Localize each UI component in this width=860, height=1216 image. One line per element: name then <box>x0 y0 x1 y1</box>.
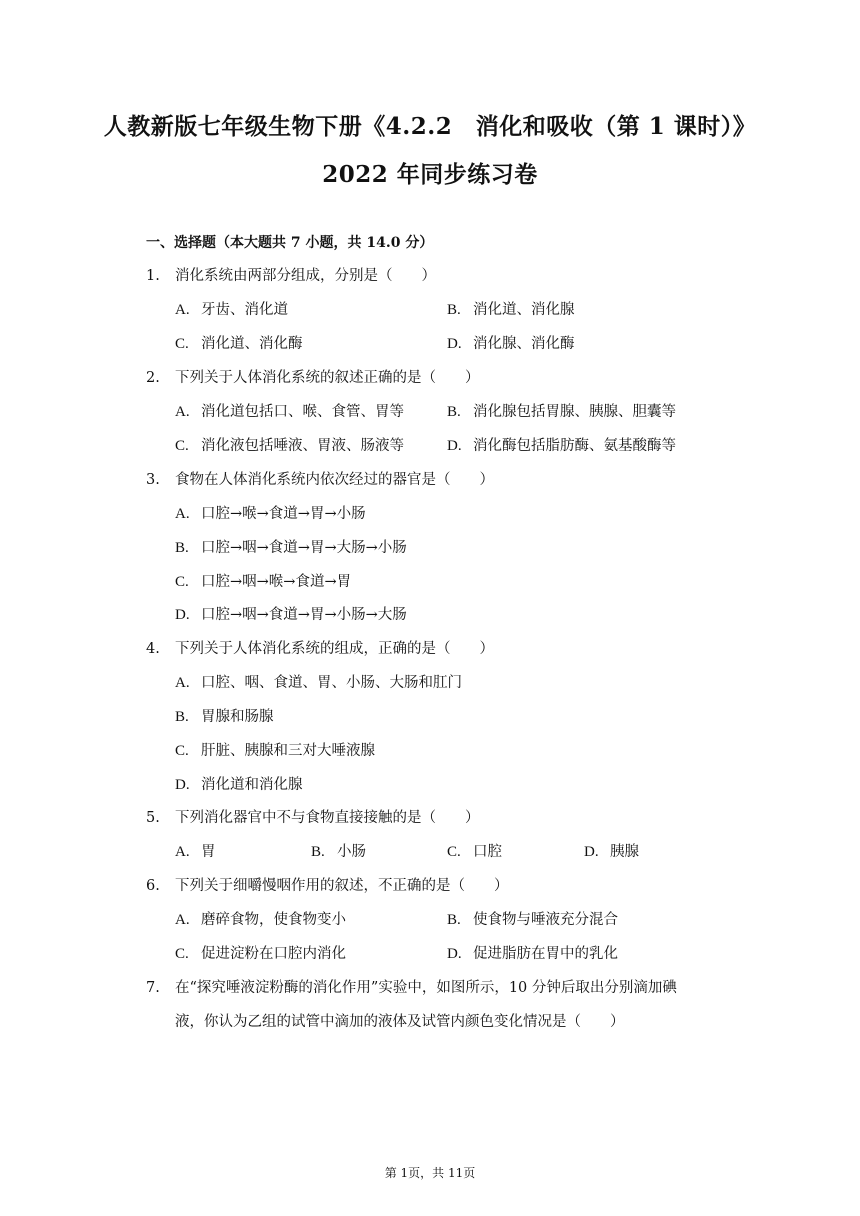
option-letter: A. <box>175 844 190 860</box>
question-number: 6. <box>146 878 160 894</box>
option-letter: A. <box>175 302 190 318</box>
option-letter: D. <box>447 438 462 454</box>
question-6 <box>146 874 509 895</box>
question-stem: 下列关于人体消化系统的组成，正确的是（ ） <box>175 641 494 657</box>
question-stem: 下列关于人体消化系统的叙述正确的是（ ） <box>175 370 480 386</box>
option-text: 消化道、消化腺 <box>473 302 575 318</box>
page-footer: 第 1页，共 11页 <box>384 1166 476 1180</box>
option-text: 胃腺和肠腺 <box>201 709 274 725</box>
option-a <box>175 671 462 692</box>
option-b <box>175 536 407 557</box>
option-text: 口腔→咽→喉→食道→胃 <box>201 574 352 590</box>
option-text: 小肠 <box>337 844 366 860</box>
option-letter: B. <box>447 302 461 318</box>
question-stem: 下列消化器官中不与食物直接接触的是（ ） <box>175 810 480 826</box>
option-text: 口腔→咽→食道→胃→大肠→小肠 <box>201 540 407 556</box>
question-number: 1. <box>146 268 160 284</box>
option-text: 消化道和消化腺 <box>201 777 303 793</box>
question-4 <box>146 637 494 658</box>
option-text: 促进脂肪在胃中的乳化 <box>473 946 618 962</box>
option-text: 消化酶包括脂肪酶、氨基酸酶等 <box>473 438 676 454</box>
option-c <box>175 434 404 455</box>
option-text: 消化道包括口、喉、食管、胃等 <box>201 404 404 420</box>
question-number: 5. <box>146 810 160 826</box>
option-text: 消化道、消化酶 <box>201 336 303 352</box>
question-number: 7. <box>146 980 160 996</box>
option-c <box>175 942 346 963</box>
question-stem: 消化系统由两部分组成，分别是（ ） <box>175 268 436 284</box>
option-d <box>175 773 303 794</box>
option-text: 口腔→喉→食道→胃→小肠 <box>201 506 366 522</box>
option-a <box>175 908 346 929</box>
section-heading: 一、选择题（本大题共 7 小题，共 14.0 分） <box>146 235 434 251</box>
option-letter: D. <box>175 607 190 623</box>
question-stem: 食物在人体消化系统内依次经过的器官是（ ） <box>175 472 494 488</box>
option-letter: A. <box>175 506 190 522</box>
option-d <box>447 942 618 963</box>
question-2 <box>146 366 480 387</box>
option-a <box>175 840 216 861</box>
question-5 <box>146 806 480 827</box>
question-number: 3. <box>146 472 160 488</box>
option-text: 消化腺包括胃腺、胰腺、胆囊等 <box>473 404 676 420</box>
option-text: 口腔→咽→食道→胃→小肠→大肠 <box>201 607 407 623</box>
option-text: 口腔 <box>473 844 502 860</box>
option-letter: D. <box>447 946 462 962</box>
option-letter: B. <box>447 912 461 928</box>
question-number: 4. <box>146 641 160 657</box>
option-text: 牙齿、消化道 <box>201 302 288 318</box>
option-letter: B. <box>175 540 189 556</box>
option-text: 肝脏、胰腺和三对大唾液腺 <box>201 743 375 759</box>
option-letter: B. <box>447 404 461 420</box>
option-text: 消化腺、消化酶 <box>473 336 575 352</box>
option-d <box>447 332 575 353</box>
option-letter: D. <box>175 777 190 793</box>
option-letter: A. <box>175 404 190 420</box>
question-stem: 下列关于细嚼慢咽作用的叙述，不正确的是（ ） <box>175 878 509 894</box>
option-c <box>175 332 303 353</box>
option-b <box>175 705 274 726</box>
option-text: 磨碎食物，使食物变小 <box>201 912 346 928</box>
option-text: 胰腺 <box>610 844 639 860</box>
option-a <box>175 298 288 319</box>
option-text: 促进淀粉在口腔内消化 <box>201 946 346 962</box>
option-letter: A. <box>175 912 190 928</box>
option-b <box>447 400 676 421</box>
option-d <box>447 434 676 455</box>
option-letter: B. <box>175 709 189 725</box>
option-letter: D. <box>584 844 599 860</box>
option-text: 胃 <box>201 844 216 860</box>
option-text: 口腔、咽、食道、胃、小肠、大肠和肛门 <box>201 675 462 691</box>
option-letter: C. <box>175 743 189 759</box>
question-3 <box>146 468 494 489</box>
option-letter: C. <box>175 438 189 454</box>
option-b <box>447 908 618 929</box>
option-letter: C. <box>175 336 189 352</box>
option-a <box>175 400 404 421</box>
option-letter: C. <box>175 574 189 590</box>
option-d <box>175 603 407 624</box>
option-letter: A. <box>175 675 190 691</box>
page-title: 人教新版七年级生物下册《4.2.2 消化和吸收（第 1 课时）》 <box>103 113 757 140</box>
option-letter: B. <box>311 844 325 860</box>
option-text: 消化液包括唾液、胃液、肠液等 <box>201 438 404 454</box>
option-letter: C. <box>175 946 189 962</box>
question-stem-continued: 液，你认为乙组的试管中滴加的液体及试管内颜色变化情况是（ ） <box>175 1014 625 1030</box>
question-7 <box>146 976 677 997</box>
option-b <box>311 840 366 861</box>
question-number: 2. <box>146 370 160 386</box>
option-a <box>175 502 366 523</box>
option-d <box>584 840 639 861</box>
option-c <box>175 570 351 591</box>
page-subtitle: 2022 年同步练习卷 <box>322 161 538 188</box>
option-c <box>175 739 375 760</box>
option-b <box>447 298 575 319</box>
question-stem: 在“探究唾液淀粉酶的消化作用”实验中，如图所示，10 分钟后取出分别滴加碘 <box>175 980 677 996</box>
question-1 <box>146 264 436 285</box>
option-letter: D. <box>447 336 462 352</box>
option-c <box>447 840 502 861</box>
option-letter: C. <box>447 844 461 860</box>
option-text: 使食物与唾液充分混合 <box>473 912 618 928</box>
